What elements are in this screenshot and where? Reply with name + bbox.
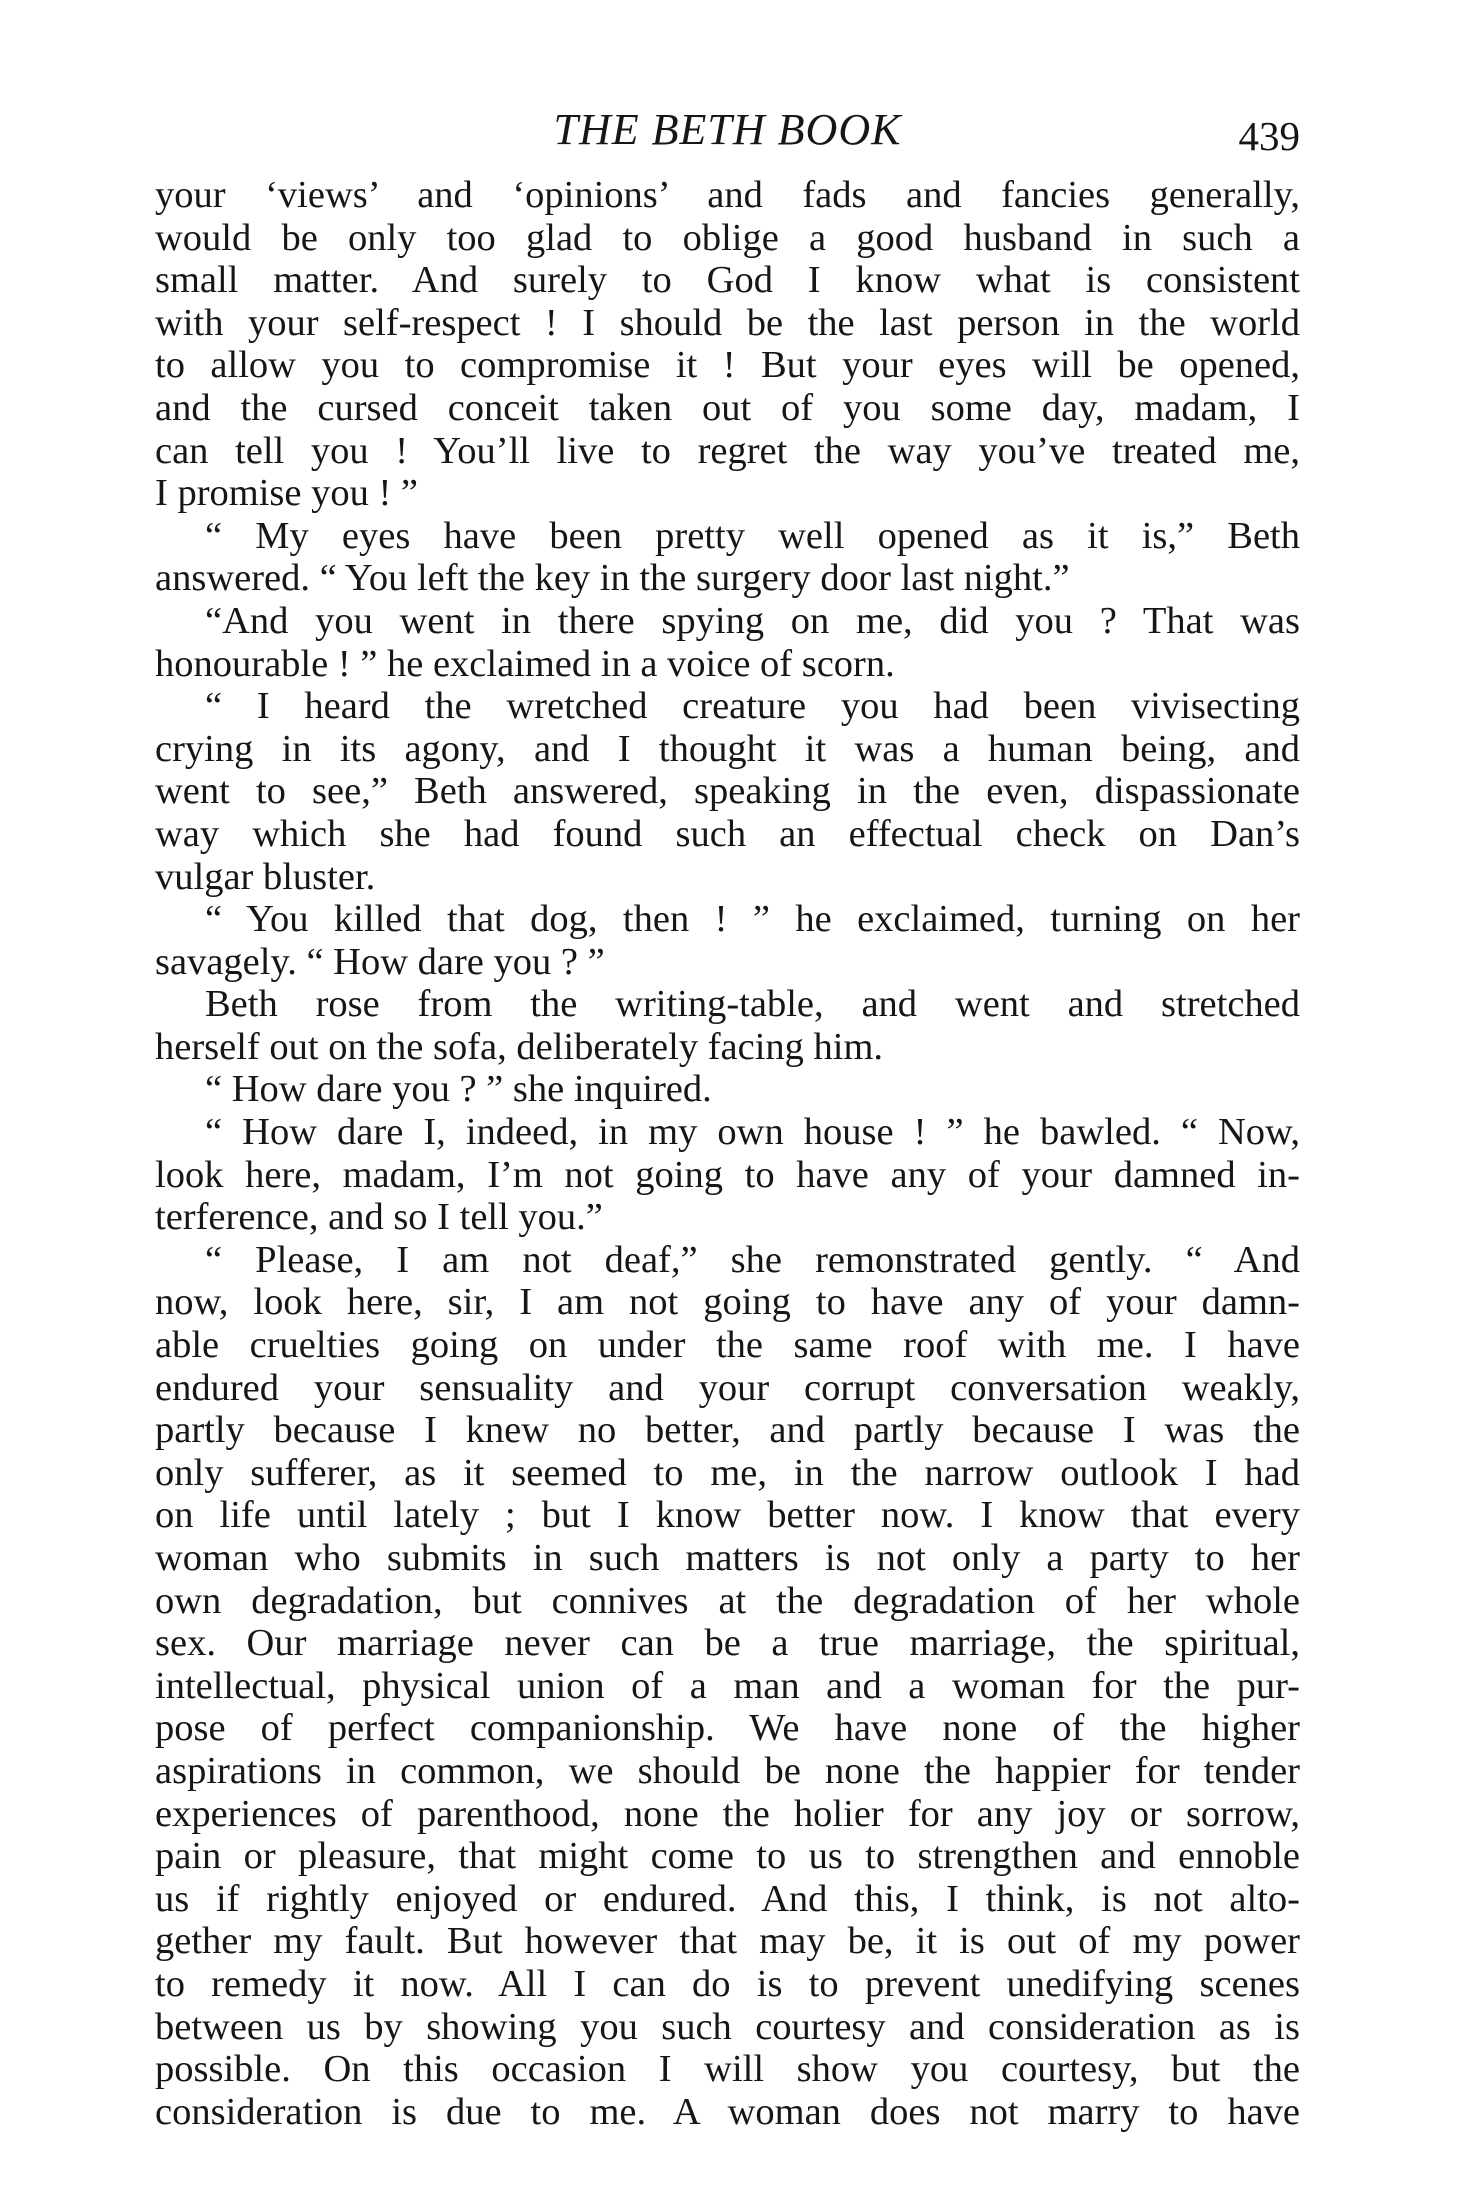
text-line: sex. Our marriage never can be a true marriage, the spiritual, (155, 1622, 1300, 1665)
text-line: aspirations in common, we should be none the happier for tender (155, 1749, 1300, 1792)
text-line: “ I heard the wretched creature you had been vivisecting (205, 685, 1300, 728)
text-line: went to see,” Beth answered, speaking in the even, dispassionate (155, 770, 1300, 813)
text-line: crying in its agony, and I thought it was a human being, and (155, 727, 1300, 770)
text-line: now, look here, sir, I am not going to have any of your damn- (155, 1281, 1300, 1324)
text-line: pain or pleasure, that might come to us to strengthen and ennoble (155, 1835, 1300, 1878)
text-line: gether my fault. But however that may be, it is out of my power (155, 1920, 1300, 1963)
text-line: honourable ! ” he exclaimed in a voice of scorn. (155, 642, 895, 685)
text-line: intellectual, physical union of a man and a woman for the pur- (155, 1664, 1300, 1707)
text-line: vulgar bluster. (155, 855, 376, 898)
text-line: can tell you ! You’ll live to regret the way you’ve treated me, (155, 429, 1300, 472)
text-line: savagely. “ How dare you ? ” (155, 940, 605, 983)
text-line: experiences of parenthood, none the holier for any joy or sorrow, (155, 1792, 1300, 1835)
text-line: to allow you to compromise it ! But your eyes will be opened, (155, 344, 1300, 387)
text-line: between us by showing you such courtesy and consideration as is (155, 2005, 1300, 2048)
text-line: way which she had found such an effectual check on Dan’s (155, 812, 1300, 855)
text-line: endured your sensuality and your corrupt conversation weakly, (155, 1366, 1300, 1409)
text-line: I promise you ! ” (155, 472, 419, 515)
text-line: small matter. And surely to God I know what is consistent (155, 259, 1300, 302)
running-title: THE BETH BOOK (553, 105, 902, 154)
text-line: your ‘views’ and ‘opinions’ and fads and fancies generally, (155, 174, 1300, 216)
page-number: 439 (1238, 113, 1300, 159)
text-line: own degradation, but connives at the degradation of her whole (155, 1579, 1300, 1622)
text-line: on life until lately ; but I know better now. I know that every (155, 1494, 1300, 1537)
body-text (155, 174, 1300, 2133)
text-line: “ How dare I, indeed, in my own house ! ” he bawled. “ Now, (205, 1111, 1300, 1154)
text-line: herself out on the sofa, deliberately facing him. (155, 1025, 884, 1068)
text-line: “And you went in there spying on me, did you ? That was (205, 599, 1300, 642)
text-line: terference, and so I tell you.” (155, 1196, 603, 1239)
text-line: us if rightly enjoyed or endured. And this, I think, is not alto- (155, 1877, 1300, 1920)
text-line: consideration is due to me. A woman does not marry to have (155, 2090, 1300, 2133)
text-line: “ My eyes have been pretty well opened as it is,” Beth (205, 514, 1300, 557)
text-line: “ How dare you ? ” she inquired. (205, 1068, 712, 1111)
text-line: Beth rose from the writing-table, and went and stretched (205, 983, 1300, 1026)
page-header (155, 100, 1300, 159)
text-line: look here, madam, I’m not going to have any of your damned in- (155, 1153, 1300, 1196)
text-line: possible. On this occasion I will show you courtesy, but the (155, 2048, 1300, 2091)
text-line: with your self-respect ! I should be the last person in the world (155, 301, 1300, 344)
text-line: and the cursed conceit taken out of you some day, madam, I (155, 386, 1300, 429)
text-line: answered. “ You left the key in the surgery door last night.” (155, 557, 1070, 600)
text-line: would be only too glad to oblige a good husband in such a (155, 216, 1300, 259)
text-line: woman who submits in such matters is not only a party to her (155, 1537, 1300, 1579)
text-line: to remedy it now. All I can do is to prevent unedifying scenes (155, 1962, 1300, 2005)
text-line: pose of perfect companionship. We have none of the higher (155, 1707, 1300, 1750)
text-line: “ You killed that dog, then ! ” he exclaimed, turning on her (205, 898, 1300, 941)
text-line: only sufferer, as it seemed to me, in the narrow outlook I had (155, 1451, 1300, 1494)
text-line: able cruelties going on under the same roof with me. I have (155, 1324, 1300, 1367)
text-line: “ Please, I am not deaf,” she remonstrated gently. “ And (205, 1238, 1300, 1281)
text-line: partly because I knew no better, and partly because I was the (155, 1409, 1300, 1452)
